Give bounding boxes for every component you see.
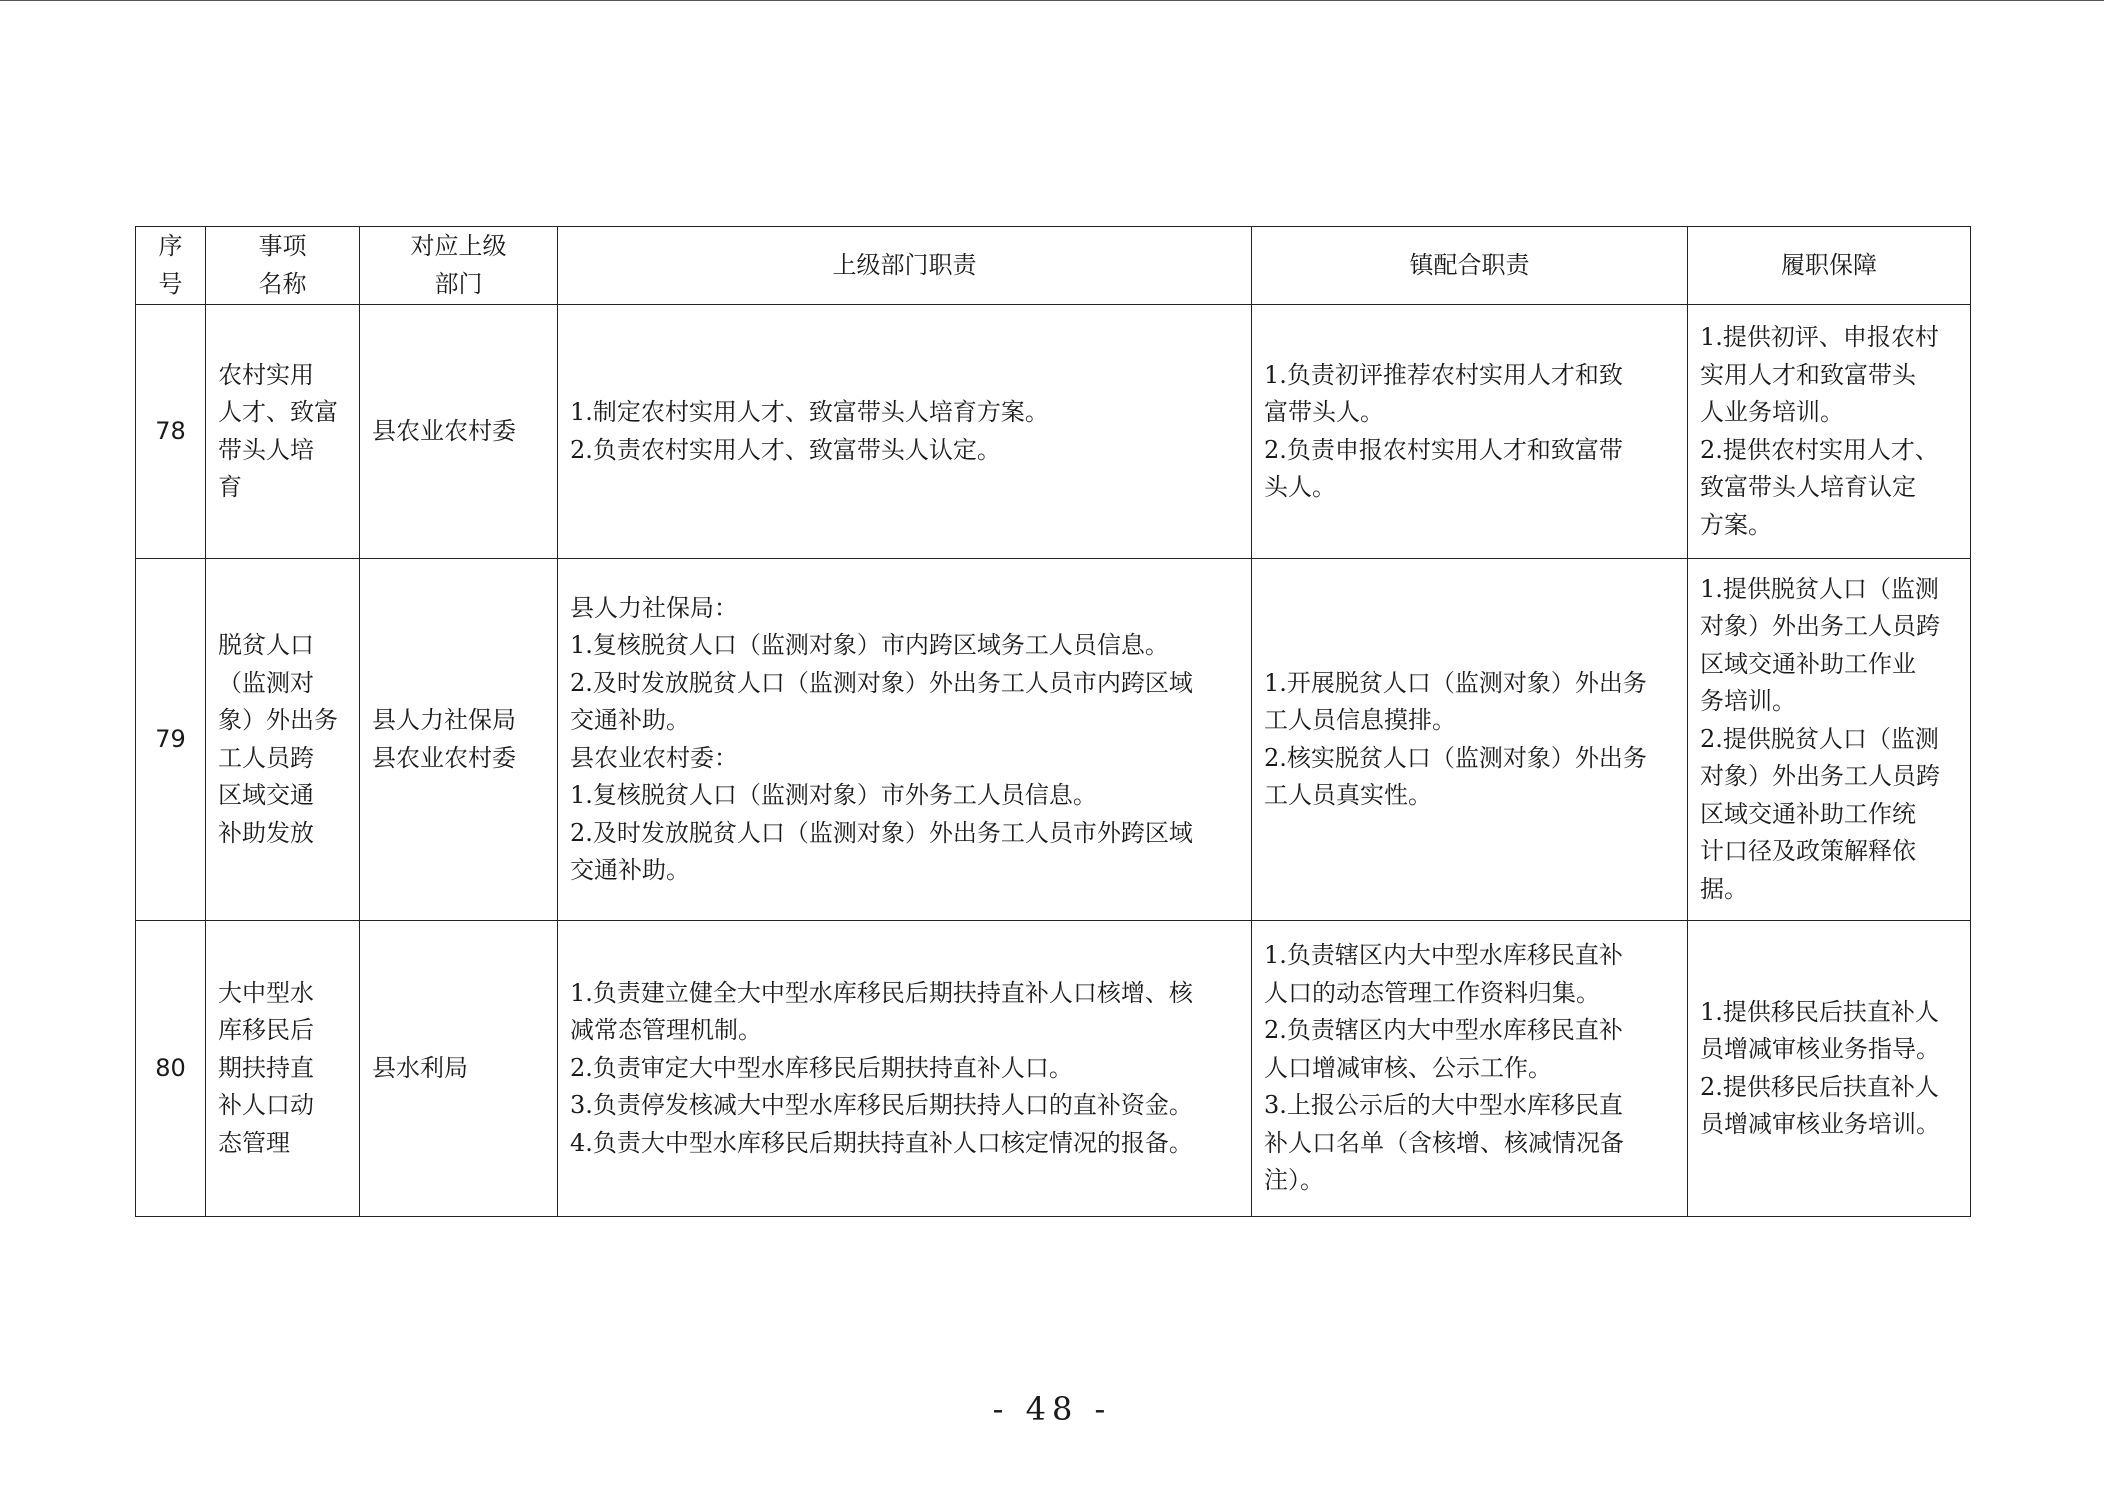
upper-dept-cell: 县农业农村委 (360, 305, 558, 559)
row-number: 80 (136, 921, 206, 1217)
item-name-cell: 脱贫人口 （监测对 象）外出务 工人员跨 区域交通 补助发放 (206, 559, 360, 921)
header-upper-duty: 上级部门职责 (558, 227, 1252, 305)
upper-duty-cell: 1.制定农村实用人才、致富带头人培育方案。 2.负责农村实用人才、致富带头人认定。 (558, 305, 1252, 559)
table-header-row (136, 227, 1971, 305)
header-item-name: 事项 名称 (206, 227, 360, 305)
guarantee-cell: 1.提供初评、申报农村 实用人才和致富带头 人业务培训。 2.提供农村实用人才、 致富带头人培育认定 方案。 (1688, 305, 1971, 559)
header-no: 序 号 (136, 227, 206, 305)
row-number: 79 (136, 559, 206, 921)
row-number: 78 (136, 305, 206, 559)
town-duty-cell: 1.负责初评推荐农村实用人才和致 富带头人。 2.负责申报农村实用人才和致富带 头人。 (1252, 305, 1688, 559)
top-border-line (0, 0, 2104, 1)
header-upper-dept: 对应上级 部门 (360, 227, 558, 305)
upper-duty-cell: 1.负责建立健全大中型水库移民后期扶持直补人口核增、核 减常态管理机制。 2.负责审定大中型水库移民后期扶持直补人口。 3.负责停发核减大中型水库移民后期扶持人口的直补资金。 4.负责大中型水库移民后期扶持直补人口核定情况的报备。 (558, 921, 1252, 1217)
upper-dept-cell: 县水利局 (360, 921, 558, 1217)
item-name-cell: 农村实用 人才、致富 带头人培 育 (206, 305, 360, 559)
upper-duty-cell: 县人力社保局： 1.复核脱贫人口（监测对象）市内跨区域务工人员信息。 2.及时发放脱贫人口（监测对象）外出务工人员市内跨区域 交通补助。 县农业农村委： 1.复核脱贫人口（监测对象）市外务工人员信息。 2.及时发放脱贫人口（监测对象）外出务工人员市外跨区域 交通补助。 (558, 559, 1252, 921)
item-name-cell: 大中型水 库移民后 期扶持直 补人口动 态管理 (206, 921, 360, 1217)
upper-dept-cell: 县人力社保局 县农业农村委 (360, 559, 558, 921)
header-guarantee: 履职保障 (1688, 227, 1971, 305)
table-row (136, 559, 1971, 921)
town-duty-cell: 1.负责辖区内大中型水库移民直补 人口的动态管理工作资料归集。 2.负责辖区内大中型水库移民直补 人口增减审核、公示工作。 3.上报公示后的大中型水库移民直 补人口名单（含核增、核减情况备 注）。 (1252, 921, 1688, 1217)
guarantee-cell: 1.提供脱贫人口（监测 对象）外出务工人员跨 区域交通补助工作业 务培训。 2.提供脱贫人口（监测 对象）外出务工人员跨 区域交通补助工作统 计口径及政策解释依 据。 (1688, 559, 1971, 921)
duty-table (135, 226, 1971, 1217)
page-number: - 48 - (992, 1390, 1112, 1428)
guarantee-cell: 1.提供移民后扶直补人 员增减审核业务指导。 2.提供移民后扶直补人 员增减审核业务培训。 (1688, 921, 1971, 1217)
table-row (136, 305, 1971, 559)
header-town-duty: 镇配合职责 (1252, 227, 1688, 305)
table-row (136, 921, 1971, 1217)
town-duty-cell: 1.开展脱贫人口（监测对象）外出务 工人员信息摸排。 2.核实脱贫人口（监测对象）外出务 工人员真实性。 (1252, 559, 1688, 921)
